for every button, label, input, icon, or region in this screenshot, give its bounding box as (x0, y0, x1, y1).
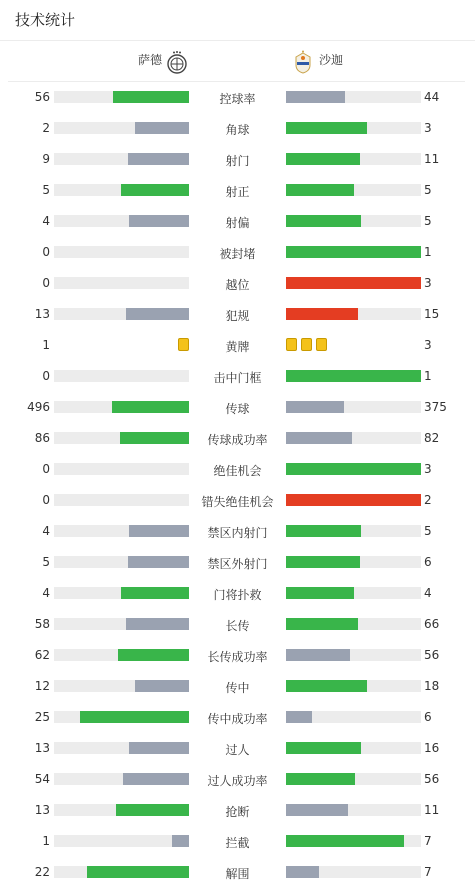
away-stat-bar (286, 525, 361, 537)
away-stat-bar-track (286, 711, 421, 723)
home-stat-value: 5 (42, 555, 50, 569)
stat-label: 传中成功率 (207, 712, 268, 726)
away-stat-value: 3 (424, 462, 432, 476)
away-stat-bar (286, 91, 345, 103)
away-stat-bar-track (286, 680, 421, 692)
away-stat-bar (286, 556, 360, 568)
away-stat-bar (286, 432, 352, 444)
home-stat-bar (123, 773, 189, 785)
home-stat-bar-track (54, 618, 189, 630)
stat-label: 越位 (225, 278, 250, 292)
away-stat-value: 1 (424, 369, 432, 383)
stat-row (0, 794, 475, 825)
stat-label: 绝佳机会 (213, 464, 262, 478)
teams-header (0, 41, 475, 81)
home-stat-value: 13 (34, 307, 50, 321)
stat-row (0, 143, 475, 174)
home-stat-bar-track (54, 587, 189, 599)
away-stat-bar (286, 308, 358, 320)
home-yellow-cards (174, 338, 189, 351)
home-stat-bar (121, 184, 189, 196)
stat-label: 过人 (225, 743, 250, 757)
stat-label: 犯规 (225, 309, 250, 323)
stat-row (0, 81, 475, 112)
away-stat-bar-track (286, 432, 421, 444)
home-stat-bar-track (54, 773, 189, 785)
stat-label: 被封堵 (219, 247, 256, 261)
away-stat-value: 6 (424, 555, 432, 569)
home-stat-bar (121, 587, 189, 599)
home-stat-bar-track (54, 680, 189, 692)
away-stat-value: 5 (424, 214, 432, 228)
away-stat-value: 3 (424, 121, 432, 135)
away-stat-bar (286, 866, 319, 878)
stat-row (0, 825, 475, 856)
away-stat-bar-track (286, 587, 421, 599)
home-stat-value: 0 (42, 369, 50, 383)
home-stat-bar-track (54, 463, 189, 475)
home-stat-value: 0 (42, 276, 50, 290)
stat-row (0, 484, 475, 515)
home-stat-bar-track (54, 711, 189, 723)
home-stat-bar-track (54, 835, 189, 847)
away-stat-value: 44 (424, 90, 440, 104)
home-stat-value: 4 (42, 214, 50, 228)
home-stat-bar (128, 556, 189, 568)
page-title: 技术统计 (15, 11, 76, 29)
home-stat-bar-track (54, 246, 189, 258)
home-stat-bar-track (54, 184, 189, 196)
away-stat-bar (286, 649, 350, 661)
home-stat-bar (126, 618, 189, 630)
home-stat-value: 54 (34, 772, 50, 786)
away-stat-bar (286, 742, 361, 754)
away-stat-bar (286, 494, 421, 506)
home-stat-bar (126, 308, 189, 320)
stat-label: 击中门框 (213, 371, 262, 385)
away-stat-bar-track (286, 649, 421, 661)
away-stat-value: 5 (424, 524, 432, 538)
stat-label: 长传 (225, 619, 250, 633)
away-stat-value: 3 (424, 338, 432, 352)
home-stat-bar-track (54, 91, 189, 103)
away-stat-value: 11 (424, 152, 440, 166)
home-stat-value: 56 (34, 90, 50, 104)
away-stat-value: 1 (424, 245, 432, 259)
home-stat-value: 0 (42, 493, 50, 507)
away-stat-value: 66 (424, 617, 440, 631)
home-stat-value: 5 (42, 183, 50, 197)
home-stat-bar (135, 680, 189, 692)
away-stat-bar (286, 711, 312, 723)
home-stat-bar (80, 711, 189, 723)
away-stat-bar-track (286, 866, 421, 878)
away-stat-bar-track (286, 463, 421, 475)
home-stat-bar (113, 91, 189, 103)
stat-row (0, 267, 475, 298)
stat-label: 角球 (225, 123, 250, 137)
away-stat-value: 56 (424, 772, 440, 786)
home-stat-bar-track (54, 277, 189, 289)
away-stat-bar-track (286, 525, 421, 537)
stat-label: 禁区外射门 (207, 557, 268, 571)
home-stat-bar-track (54, 122, 189, 134)
away-stat-bar (286, 215, 361, 227)
stat-row (0, 515, 475, 546)
home-stat-value: 1 (42, 834, 50, 848)
away-stat-bar (286, 184, 354, 196)
away-stat-bar (286, 773, 355, 785)
home-stat-value: 13 (34, 741, 50, 755)
away-stat-bar-track (286, 153, 421, 165)
stat-label: 解围 (225, 867, 250, 881)
home-stat-bar (135, 122, 189, 134)
home-stat-bar-track (54, 866, 189, 878)
yellow-card-icon (178, 338, 189, 351)
yellow-card-icon (316, 338, 327, 351)
stat-label: 传球 (225, 402, 250, 416)
stats-list (0, 81, 475, 887)
stat-row (0, 701, 475, 732)
stat-label: 长传成功率 (207, 650, 268, 664)
away-stat-value: 5 (424, 183, 432, 197)
home-stat-value: 4 (42, 524, 50, 538)
home-stat-bar (120, 432, 189, 444)
home-team-name[interactable]: 萨德 (137, 53, 162, 67)
away-yellow-cards (286, 338, 331, 351)
away-stat-bar (286, 153, 360, 165)
away-stat-bar (286, 401, 344, 413)
stat-row (0, 205, 475, 236)
away-stat-bar-track (286, 122, 421, 134)
away-stat-value: 18 (424, 679, 440, 693)
stat-row (0, 391, 475, 422)
home-stat-bar (118, 649, 189, 661)
yellow-card-icon (286, 338, 297, 351)
home-stat-bar-track (54, 804, 189, 816)
stat-label: 传球成功率 (207, 433, 268, 447)
home-stat-bar-track (54, 649, 189, 661)
away-stat-value: 16 (424, 741, 440, 755)
yellow-card-icon (301, 338, 312, 351)
away-stat-bar (286, 277, 421, 289)
home-stat-value: 58 (34, 617, 50, 631)
home-stat-value: 1 (42, 338, 50, 352)
away-stat-bar-track (286, 742, 421, 754)
away-stat-bar-track (286, 308, 421, 320)
home-stat-bar-track (54, 494, 189, 506)
stat-label: 拦截 (225, 836, 250, 850)
away-stat-bar (286, 680, 367, 692)
home-stat-value: 2 (42, 121, 50, 135)
home-stat-value: 25 (34, 710, 50, 724)
away-stat-value: 375 (424, 400, 447, 414)
away-stat-value: 11 (424, 803, 440, 817)
away-stat-bar-track (286, 804, 421, 816)
home-stat-value: 0 (42, 462, 50, 476)
away-stat-bar-track (286, 401, 421, 413)
home-stat-value: 13 (34, 803, 50, 817)
away-stat-bar (286, 122, 367, 134)
home-stat-bar (112, 401, 189, 413)
away-stat-bar-track (286, 618, 421, 630)
stat-row (0, 422, 475, 453)
home-stat-bar (129, 742, 189, 754)
home-stat-bar-track (54, 556, 189, 568)
home-stat-bar (87, 866, 189, 878)
stat-row (0, 856, 475, 887)
stat-row (0, 608, 475, 639)
away-stat-value: 7 (424, 865, 432, 879)
away-stat-bar (286, 587, 354, 599)
stat-label: 门将扑救 (213, 588, 262, 602)
home-stat-bar (128, 153, 189, 165)
away-stat-bar-track (286, 246, 421, 258)
away-stat-bar (286, 370, 421, 382)
away-stat-bar-track (286, 277, 421, 289)
away-stat-bar-track (286, 215, 421, 227)
away-stat-bar-track (286, 835, 421, 847)
home-stat-bar-track (54, 308, 189, 320)
away-stat-value: 3 (424, 276, 432, 290)
stat-label: 传中 (225, 681, 250, 695)
stat-label: 禁区内射门 (207, 526, 268, 540)
away-stat-value: 2 (424, 493, 432, 507)
stat-row (0, 174, 475, 205)
stat-row (0, 236, 475, 267)
stat-row (0, 639, 475, 670)
home-stat-value: 62 (34, 648, 50, 662)
home-stat-bar-track (54, 525, 189, 537)
home-stat-value: 12 (34, 679, 50, 693)
stat-label: 黄牌 (225, 340, 250, 354)
stat-row (0, 298, 475, 329)
away-stat-value: 15 (424, 307, 440, 321)
home-stat-value: 86 (34, 431, 50, 445)
away-stat-bar (286, 463, 421, 475)
away-stat-bar (286, 835, 404, 847)
stat-label: 过人成功率 (207, 774, 268, 788)
stat-row (0, 732, 475, 763)
away-team-name[interactable]: 沙迦 (319, 53, 344, 67)
stat-label: 控球率 (219, 92, 256, 106)
home-stat-value: 4 (42, 586, 50, 600)
home-stat-bar-track (54, 153, 189, 165)
home-stat-bar (172, 835, 189, 847)
away-stat-value: 6 (424, 710, 432, 724)
stat-row (0, 329, 475, 360)
away-stat-value: 82 (424, 431, 440, 445)
stat-row (0, 670, 475, 701)
stat-row (0, 763, 475, 794)
home-stat-bar (116, 804, 189, 816)
away-stat-bar (286, 804, 348, 816)
away-stat-value: 4 (424, 586, 432, 600)
stat-label: 射偏 (225, 216, 250, 230)
away-stat-value: 7 (424, 834, 432, 848)
home-stat-bar-track (54, 742, 189, 754)
stat-label: 错失绝佳机会 (201, 495, 274, 509)
home-stat-value: 9 (42, 152, 50, 166)
away-stat-value: 56 (424, 648, 440, 662)
away-stat-bar-track (286, 494, 421, 506)
away-stat-bar (286, 618, 358, 630)
away-stat-bar-track (286, 556, 421, 568)
stat-row (0, 546, 475, 577)
away-stat-bar-track (286, 773, 421, 785)
away-stat-bar-track (286, 370, 421, 382)
away-stat-bar-track (286, 91, 421, 103)
stat-row (0, 360, 475, 391)
stat-row (0, 112, 475, 143)
stat-row (0, 577, 475, 608)
home-team-logo-icon[interactable] (166, 50, 188, 74)
stat-label: 射门 (225, 154, 250, 168)
away-stat-bar-track (286, 184, 421, 196)
away-team-logo-icon[interactable] (293, 50, 313, 74)
away-stat-bar (286, 246, 421, 258)
home-stat-bar (129, 215, 189, 227)
home-stat-bar-track (54, 401, 189, 413)
home-stat-bar-track (54, 215, 189, 227)
stat-row (0, 453, 475, 484)
home-stat-value: 0 (42, 245, 50, 259)
stat-label: 抢断 (225, 805, 250, 819)
home-stat-value: 22 (34, 865, 50, 879)
home-stat-bar-track (54, 432, 189, 444)
home-stat-bar-track (54, 370, 189, 382)
home-stat-bar (129, 525, 189, 537)
stat-label: 射正 (225, 185, 250, 199)
home-stat-value: 496 (27, 400, 50, 414)
